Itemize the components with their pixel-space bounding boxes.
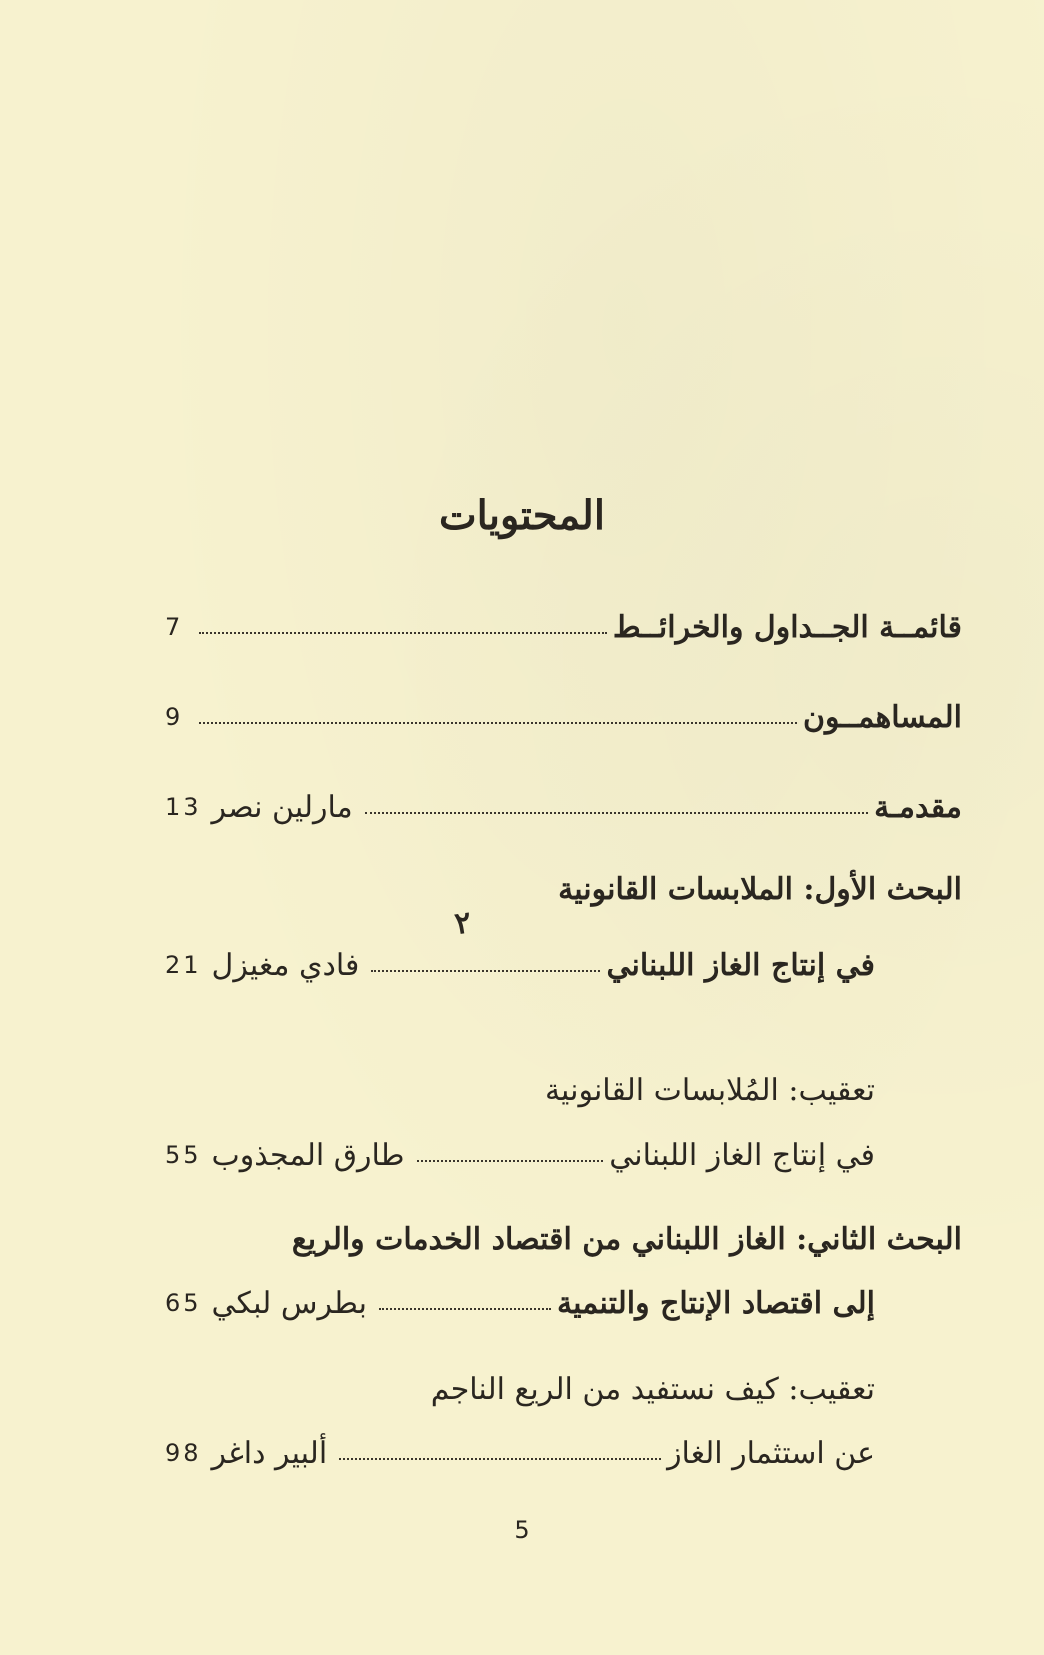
- chapter-2-heading: البحث الثاني: الغاز اللبناني من اقتصاد الخدمات والريع: [291, 1222, 962, 1257]
- dot-leader: [365, 812, 868, 814]
- dot-leader: [199, 632, 607, 634]
- toc-entry-comment-1[interactable]: [165, 1130, 875, 1180]
- toc-entry-label: المساهمــون: [803, 699, 962, 735]
- toc-page-number: 7: [165, 613, 184, 641]
- handwritten-mark: ٢: [452, 905, 474, 942]
- toc-entry-contributors[interactable]: [165, 692, 962, 742]
- comment-1-heading: تعقيب: المُلابسات القانونية: [544, 1073, 875, 1108]
- toc-page-number: 55: [165, 1141, 202, 1169]
- toc-entry-label: إلى اقتصاد الإنتاج والتنمية: [557, 1285, 875, 1321]
- comment-2-heading: تعقيب: كيف نستفيد من الريع الناجم: [430, 1372, 875, 1407]
- toc-entry-label: في إنتاج الغاز اللبناني: [609, 1137, 875, 1173]
- toc-entry-comment-2[interactable]: [165, 1428, 875, 1478]
- chapter-1-heading: البحث الأول: الملابسات القانونية: [558, 872, 962, 907]
- toc-entry-author: بطرس لبكي: [211, 1285, 367, 1321]
- toc-page-number: 98: [165, 1439, 202, 1467]
- toc-entry-label: قائمــة الجــداول والخرائــط: [612, 609, 962, 645]
- toc-entry-chapter-1[interactable]: [165, 940, 875, 990]
- toc-entry-chapter-2[interactable]: [165, 1278, 875, 1328]
- dot-leader: [339, 1458, 661, 1460]
- toc-entry-label: في إنتاج الغاز اللبناني: [606, 947, 875, 983]
- page-title: المحتويات: [439, 492, 605, 539]
- toc-entry-author: مارلين نصر: [211, 789, 353, 825]
- page-number-footer: 5: [514, 1516, 530, 1544]
- toc-entry-label: مقدمـة: [874, 789, 962, 825]
- toc-page-number: 65: [165, 1289, 202, 1317]
- toc-entry-label: عن استثمار الغاز: [667, 1435, 875, 1471]
- toc-page-number: 13: [165, 793, 202, 821]
- toc-entry-tables-maps[interactable]: [165, 602, 962, 652]
- dot-leader: [371, 970, 600, 972]
- toc-entry-author: فادي مغيزل: [211, 947, 360, 983]
- dot-leader: [199, 722, 797, 724]
- dot-leader: [379, 1308, 551, 1310]
- dot-leader: [417, 1160, 604, 1162]
- toc-entry-author: ألبير داغر: [211, 1435, 328, 1471]
- toc-page-number: 9: [165, 703, 184, 731]
- toc-entry-introduction[interactable]: [165, 782, 962, 832]
- toc-page-number: 21: [165, 951, 202, 979]
- toc-entry-author: طارق المجذوب: [211, 1137, 405, 1173]
